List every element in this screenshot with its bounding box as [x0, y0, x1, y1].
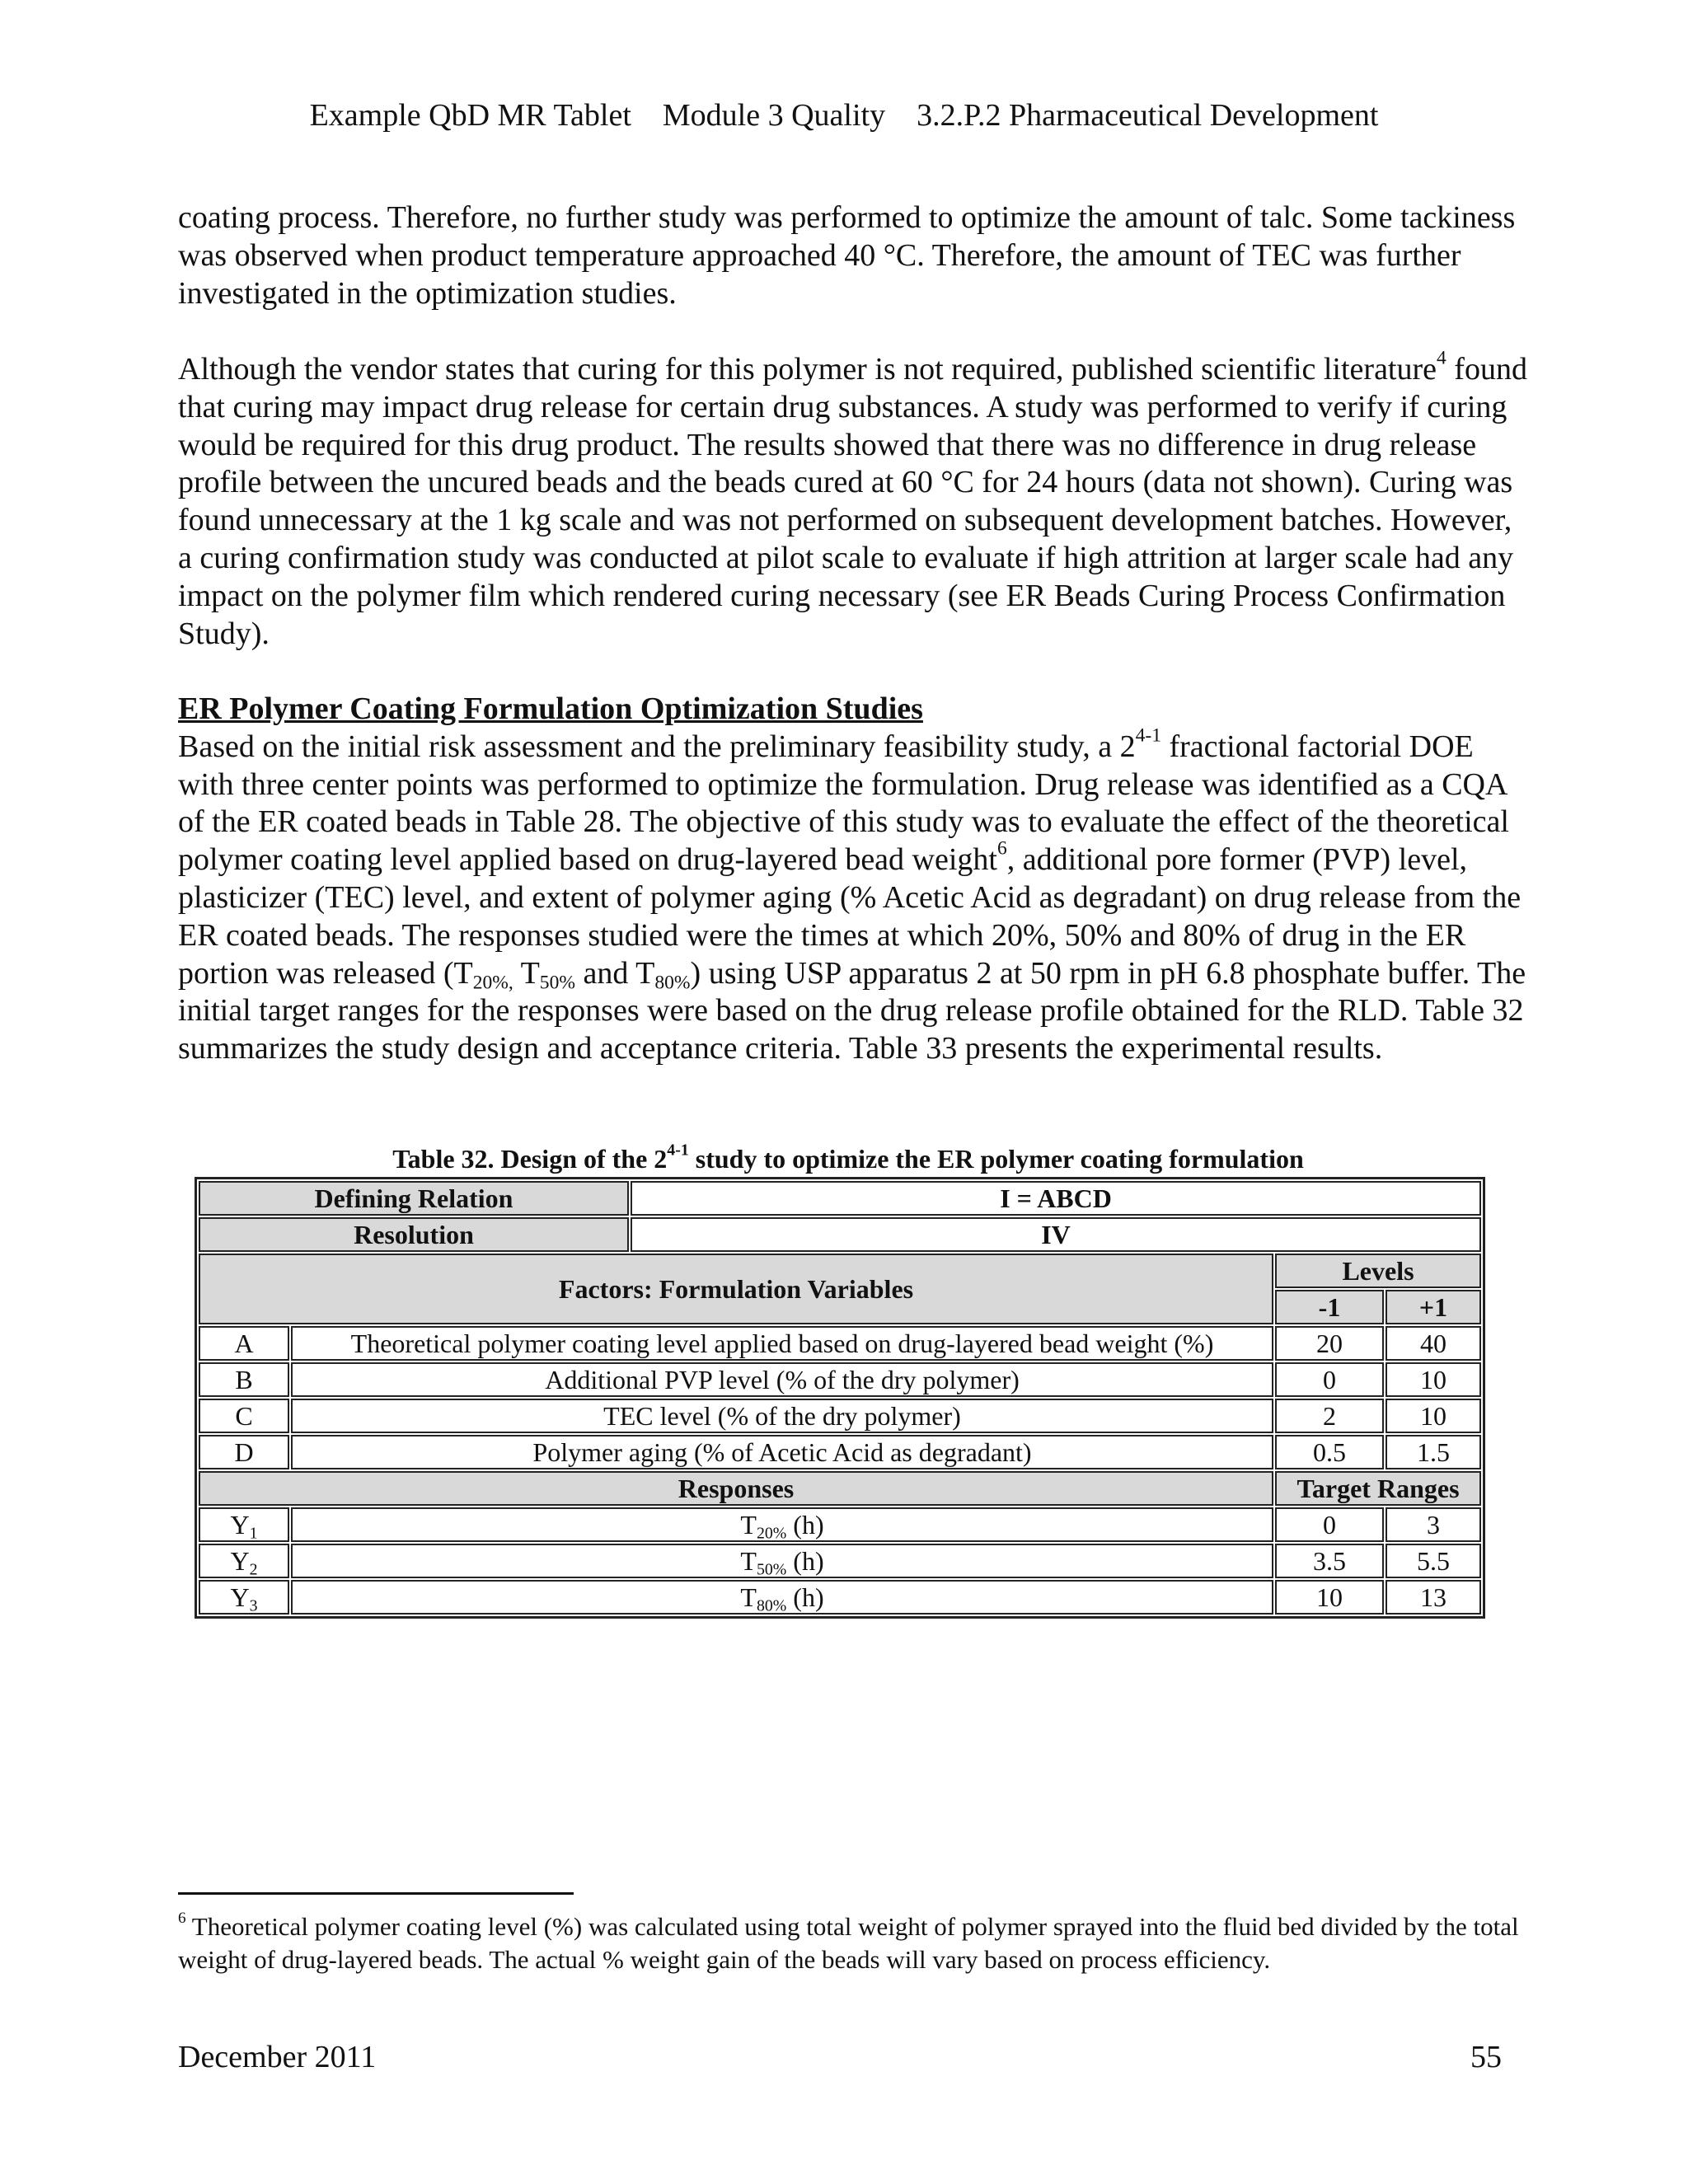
response-low: 3.5	[1275, 1544, 1384, 1578]
response-id-letter: Y	[230, 1510, 250, 1540]
response-id-letter: Y	[230, 1546, 250, 1576]
table-row	[199, 1217, 1481, 1252]
response-unit: (h)	[786, 1582, 824, 1612]
factor-name: Polymer aging (% of Acetic Acid as degradant)	[291, 1435, 1273, 1469]
resolution-value: IV	[631, 1217, 1481, 1252]
factor-id: D	[199, 1435, 289, 1469]
table-caption-text-a: Table 32. Design of the 2	[392, 1144, 668, 1174]
response-name-sub: 50%	[756, 1560, 787, 1579]
footnote-divider	[178, 1892, 574, 1895]
page-number: 55	[1470, 2040, 1502, 2074]
table-row	[199, 1181, 1481, 1216]
response-name	[291, 1507, 1273, 1542]
table-caption-text-b: study to optimize the ER polymer coating formulation	[688, 1144, 1304, 1174]
page-header: Example QbD MR Tablet Module 3 Quality 3.2.P.2 Pharmaceutical Development	[309, 98, 1379, 133]
response-high: 13	[1386, 1580, 1481, 1615]
response-name	[291, 1544, 1273, 1578]
resolution-label: Resolution	[199, 1217, 629, 1252]
paragraph-curing	[178, 347, 1530, 653]
response-name-sub: 20%	[756, 1524, 787, 1543]
factor-id: B	[199, 1362, 289, 1397]
factor-name: Theoretical polymer coating level applied based on drug-layered bead weight (%)	[291, 1326, 1273, 1361]
section-heading: ER Polymer Coating Formulation Optimization Studies	[178, 691, 923, 726]
factor-id: A	[199, 1326, 289, 1361]
response-high: 5.5	[1386, 1544, 1481, 1578]
optimization-section	[178, 691, 1530, 1068]
response-id	[199, 1507, 289, 1542]
response-unit: (h)	[786, 1510, 824, 1540]
table-row	[199, 1471, 1481, 1506]
response-id-sub: 2	[249, 1560, 258, 1579]
table-row	[199, 1326, 1481, 1361]
factor-low: 0	[1275, 1362, 1384, 1397]
table-row	[199, 1544, 1481, 1578]
response-id-sub: 1	[249, 1524, 258, 1543]
section-text-5: and T	[574, 955, 655, 991]
factor-high: 10	[1386, 1399, 1481, 1433]
subscript-80: 80%	[654, 972, 691, 994]
target-ranges-header: Target Ranges	[1275, 1471, 1481, 1506]
responses-header: Responses	[199, 1471, 1273, 1506]
response-name	[291, 1580, 1273, 1615]
factor-low: 20	[1275, 1326, 1384, 1361]
citation-superscript: 4	[1437, 347, 1447, 369]
table-row	[199, 1507, 1481, 1542]
response-low: 10	[1275, 1580, 1384, 1615]
factor-high: 40	[1386, 1326, 1481, 1361]
section-text-6: ) using USP apparatus 2 at 50 rpm in pH 6.8 phosphate buffer. The initial target ranges for the responses were based on the drug release profile obtained for the RLD. Table 32 summarizes the study design and acceptance criteria. Table 33 presents the experimental results.	[178, 955, 1526, 1066]
response-unit: (h)	[786, 1546, 824, 1576]
factor-low: 2	[1275, 1399, 1384, 1433]
subscript-50: 50%	[539, 972, 575, 994]
table-caption-superscript: 4-1	[667, 1141, 689, 1160]
factor-name: TEC level (% of the dry polymer)	[291, 1399, 1273, 1433]
factor-id: C	[199, 1399, 289, 1433]
response-id-sub: 3	[249, 1596, 258, 1615]
factor-high: 10	[1386, 1362, 1481, 1397]
design-table	[195, 1177, 1485, 1619]
defining-relation-value: I = ABCD	[631, 1181, 1481, 1216]
response-name-letter: T	[740, 1510, 757, 1540]
response-name-letter: T	[740, 1546, 757, 1576]
footer-date: December 2011	[178, 2040, 377, 2074]
section-text-2: fractional factorial DOE with three center points was performed to optimize the formulation. Drug release was identified as a CQA of the ER coated beads in Table 28. The objective of this study was to evaluate the effect of the theoretical polymer coating level applied based on drug-layered bead weight	[178, 729, 1509, 878]
factor-high: 1.5	[1386, 1435, 1481, 1469]
section-paragraph	[178, 724, 1530, 1068]
footnote-ref-superscript: 6	[996, 837, 1007, 860]
footnote-marker: 6	[178, 1910, 186, 1928]
response-low: 0	[1275, 1507, 1384, 1542]
paragraph-curing-text-a: Although the vendor states that curing for this polymer is not required, published scientific literature	[178, 352, 1437, 387]
response-name-sub: 80%	[756, 1596, 787, 1615]
factors-header: Factors: Formulation Variables	[199, 1254, 1273, 1324]
table-row	[199, 1254, 1481, 1288]
level-low-header: -1	[1275, 1290, 1384, 1324]
section-text-1: Based on the initial risk assessment and the preliminary feasibility study, a 2	[178, 729, 1136, 764]
levels-header: Levels	[1275, 1254, 1481, 1288]
response-high: 3	[1386, 1507, 1481, 1542]
section-text-3: , additional pore former (PVP) level, plasticizer (TEC) level, and extent of polymer aging (% Acetic Acid as degradant) on drug release from the ER coated beads. The responses studied were the times at which 20%, 50% and 80% of drug in the ER portion was released (T	[178, 842, 1522, 991]
response-id	[199, 1580, 289, 1615]
table-row	[199, 1362, 1481, 1397]
table-row	[199, 1580, 1481, 1615]
table-row	[199, 1399, 1481, 1433]
response-name-letter: T	[740, 1582, 757, 1612]
exponent-superscript: 4-1	[1135, 724, 1161, 747]
footnote-text: Theoretical polymer coating level (%) was calculated using total weight of polymer sprayed into the fluid bed divided by the total weight of drug-layered beads. The actual % weight gain of the beads will vary based on process efficiency.	[178, 1912, 1519, 1974]
section-text-4: T	[513, 955, 540, 991]
paragraph-curing-text-b: found that curing may impact drug release for certain drug substances. A study was performed to verify if curing would be required for this drug product. The results showed that there was no difference in drug release profile between the uncured beads and the beads cured at 60 °C for 24 hours (data not shown). Curing was found unnecessary at the 1 kg scale and was not performed on subsequent development batches. However, a curing confirmation study was conducted at pilot scale to evaluate if high attrition at larger scale had any impact on the polymer film which rendered curing necessary (see ER Beads Curing Process Confirmation Study).	[178, 352, 1527, 651]
level-high-header: +1	[1386, 1290, 1481, 1324]
subscript-20: 20%,	[472, 972, 513, 994]
response-id	[199, 1544, 289, 1578]
factor-low: 0.5	[1275, 1435, 1384, 1469]
response-id-letter: Y	[230, 1582, 250, 1612]
paragraph-coating-process: coating process. Therefore, no further study was performed to optimize the amount of talc. Some tackiness was observed when product temperature approached 40 °C. Therefore, the amount of TEC was further investigated in the optimization studies.	[178, 200, 1516, 311]
factor-name: Additional PVP level (% of the dry polymer)	[291, 1362, 1273, 1397]
footnote	[178, 1910, 1530, 1976]
defining-relation-label: Defining Relation	[199, 1181, 629, 1216]
table-caption	[178, 1141, 1518, 1174]
table-row	[199, 1435, 1481, 1469]
